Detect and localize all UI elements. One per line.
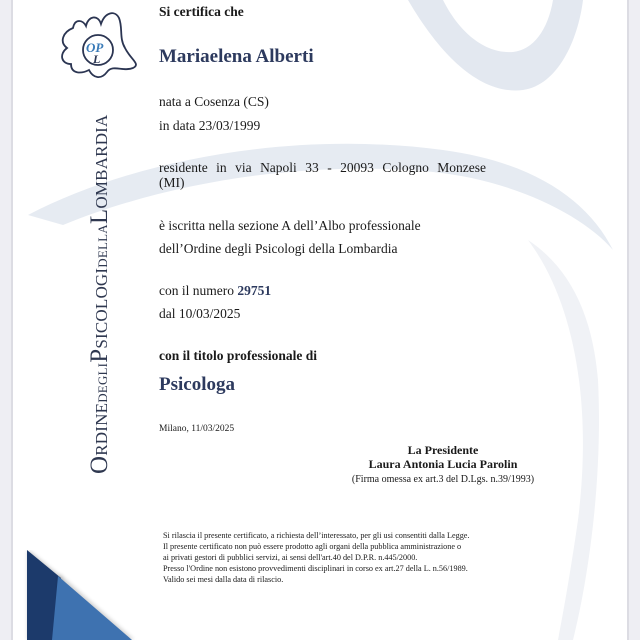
footer-note: Presso l'Ordine non esistono provvedimenti disciplinari in corso ex art.27 della L. n.56/1989. — [163, 564, 468, 573]
vtitle-sicologi: SICOLOGI — [92, 267, 111, 349]
residence-word: 33 — [305, 160, 319, 175]
vtitle-della: DELLA — [95, 224, 110, 268]
footer-note: Valido sei mesi dalla data di rilascio. — [163, 575, 284, 584]
organization-vertical-title — [86, 114, 114, 474]
registration-line-2: dell’Ordine degli Psicologi della Lombardia — [159, 241, 398, 256]
vtitle-l: L — [86, 208, 113, 225]
residence-word: Monzese — [437, 160, 486, 175]
birth-place: nata a Cosenza (CS) — [159, 94, 269, 109]
residence-word: Cologno — [382, 160, 429, 175]
intro-text: Si certifica che — [159, 4, 244, 19]
registration-since: dal 10/03/2025 — [159, 306, 241, 321]
place-date: Milano, 11/03/2025 — [159, 424, 235, 434]
registration-number-line — [159, 283, 271, 299]
number-label: con il numero — [159, 283, 234, 298]
residence-word: via — [235, 160, 252, 175]
vtitle-p: P — [86, 348, 113, 363]
vtitle-rdine: RDINE — [92, 402, 111, 456]
birth-date: in data 23/03/1999 — [159, 118, 261, 133]
svg-text:L: L — [93, 52, 101, 66]
residence-line-2: (MI) — [159, 175, 185, 190]
residence-word: 20093 — [340, 160, 374, 175]
footer-note: Il presente certificato non può essere prodotto agli organi della pubblica amministrazione o — [163, 542, 462, 551]
vtitle-degli: DEGLI — [95, 362, 110, 403]
corner-decoration — [14, 550, 204, 640]
footer-notes — [163, 530, 469, 585]
signature-note: (Firma omessa ex art.3 del D.Lgs. n.39/1993) — [351, 474, 535, 485]
residence-word: in — [216, 160, 227, 175]
footer-note: ai privati gestori di pubblici servizi, ai sensi dell'art.40 del D.P.R. n.445/2000. — [163, 553, 418, 562]
svg-text:OP: OP — [86, 40, 104, 55]
residence-word: Napoli — [260, 160, 297, 175]
opl-logo-icon — [53, 8, 143, 83]
vtitle-o: O — [86, 455, 113, 474]
registration-line-1: è iscritta nella sezione A dell’Albo professionale — [159, 218, 421, 233]
signature-role: La Presidente — [407, 443, 479, 457]
page-right-edge — [627, 0, 629, 640]
holder-name: Mariaelena Alberti — [159, 46, 314, 67]
vtitle-ombardia: OMBARDIA — [92, 114, 111, 209]
certificate-page — [13, 0, 627, 640]
residence-word: residente — [159, 160, 208, 175]
professional-title: Psicologa — [159, 374, 235, 395]
registration-number: 29751 — [237, 283, 272, 298]
residence-word: - — [327, 160, 332, 175]
residence-line-1 — [159, 160, 486, 176]
title-label: con il titolo professionale di — [159, 348, 318, 363]
signature-name: Laura Antonia Lucia Parolin — [368, 457, 518, 471]
footer-note: Si rilascia il presente certificato, a richiesta dell’interessato, per gli usi consentiti dalla Legge. — [163, 531, 470, 540]
